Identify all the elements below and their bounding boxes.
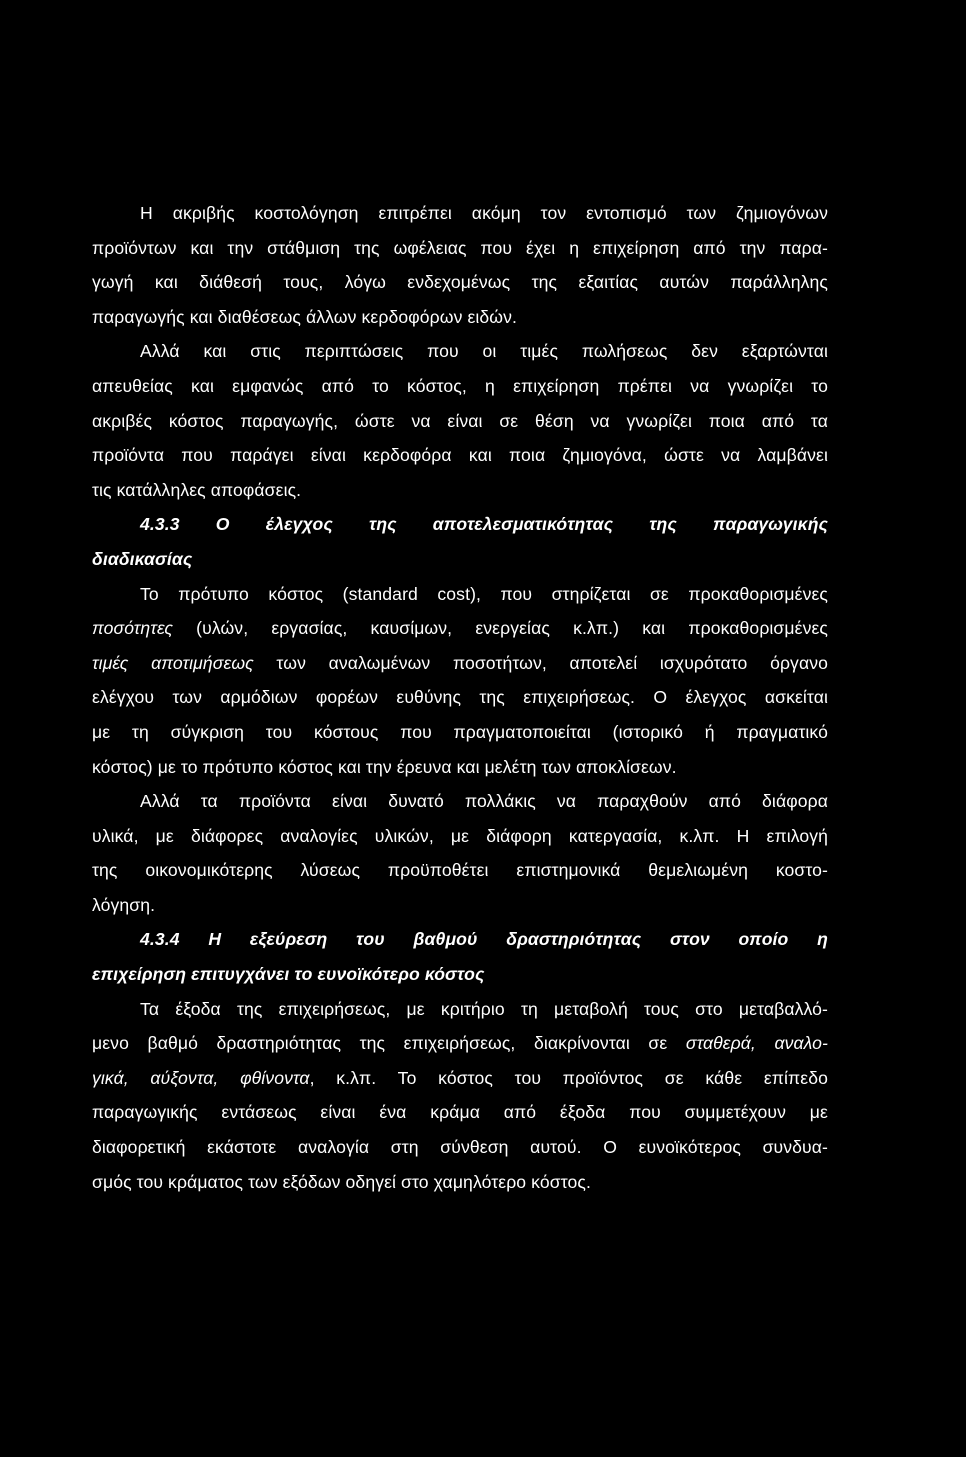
text-line: Το πρότυπο κόστος (standard cost), που στηρίζεται σε προκαθορισμένες bbox=[140, 583, 828, 604]
paragraph-expenses bbox=[92, 992, 828, 1200]
document-page bbox=[92, 196, 828, 1199]
heading-line: διαδικασίας bbox=[92, 548, 193, 569]
text-line: Η ακριβής κοστολόγηση επιτρέπει ακόμη τον εντοπισμό των ζημιογόνων bbox=[140, 203, 828, 223]
text-line: τις κατάλληλες αποφάσεις. bbox=[92, 479, 302, 500]
paragraph-materials bbox=[92, 784, 828, 922]
text-span: , κ.λπ. Το κόστος του προϊόντος σε κάθε επίπεδο bbox=[309, 1067, 828, 1088]
text-line: γωγή και διάθεσή τους, λόγω ενδεχομένως της εξαιτίας αυτών παράλληλης bbox=[92, 272, 828, 293]
text-span: μενο βαθμό δραστηριότητας της επιχειρήσεως, διακρίνονται σε bbox=[92, 1033, 686, 1054]
heading-line: 4.3.4 Η εξεύρεση του βαθμού δραστηριότητας στον οποίο η bbox=[140, 929, 828, 950]
text-span: των αναλωμένων ποσοτήτων, αποτελεί ισχυρότατο όργανο bbox=[253, 652, 829, 673]
text-line: ελέγχου των αρμόδιων φορέων ευθύνης της επιχειρήσεως. Ο έλεγχος ασκείται bbox=[92, 687, 828, 708]
text-line bbox=[92, 646, 828, 681]
text-line: της οικονομικότερης λύσεως προϋποθέτει επιστημονικά θεμελιωμένη κοστο- bbox=[92, 860, 828, 881]
text-line: διαφορετική εκάστοτε αναλογία στη σύνθεση αυτού. Ο ευνοϊκότερος συνδυα- bbox=[92, 1137, 828, 1158]
text-line: Αλλά τα προϊόντα είναι δυνατό πολλάκις να παραχθούν από διάφορα bbox=[140, 791, 828, 812]
text-line: προϊόντων και την στάθμιση της ωφέλειας που έχει η επιχείρηση από την παρα- bbox=[92, 237, 828, 258]
italic-term: τιμές αποτιμήσεως bbox=[92, 652, 254, 673]
text-line: λόγηση. bbox=[92, 894, 156, 915]
text-line: απευθείας και εμφανώς από το κόστος, η επιχείρηση πρέπει να γνωρίζει το bbox=[92, 375, 828, 396]
heading-line: επιχείρηση επιτυγχάνει το ευνοϊκότερο κόστος bbox=[92, 964, 485, 985]
paragraph-standard-cost bbox=[92, 577, 828, 785]
text-line: ακριβές κόστος παραγωγής, ώστε να είναι σε θέση να γνωρίζει ποια από τα bbox=[92, 410, 828, 431]
text-line bbox=[92, 1061, 828, 1096]
paragraph-pricing bbox=[92, 334, 828, 507]
text-line: σμός του κράματος των εξόδων οδηγεί στο χαμηλότερο κόστος. bbox=[92, 1171, 591, 1192]
text-span: (υλών, εργασίας, καυσίμων, ενεργείας κ.λπ.) και προκαθορισμένες bbox=[172, 618, 828, 639]
text-line: Αλλά και στις περιπτώσεις που οι τιμές πωλήσεως δεν εξαρτώνται bbox=[140, 341, 828, 362]
text-line: Τα έξοδα της επιχειρήσεως, με κριτήριο τη μεταβολή τους στο μεταβαλλό- bbox=[140, 998, 828, 1019]
italic-term: ποσότητες bbox=[92, 618, 173, 639]
text-line bbox=[92, 611, 828, 646]
paragraph-costing-benefits bbox=[92, 196, 828, 334]
text-line: παραγωγικής εντάσεως είναι ένα κράμα από έξοδα που συμμετέχουν με bbox=[92, 1102, 828, 1123]
text-line: με τη σύγκριση του κόστους που πραγματοποιείται (ιστορικό ή πραγματικό bbox=[92, 721, 828, 742]
text-line: παραγωγής και διαθέσεως άλλων κερδοφόρων ειδών. bbox=[92, 306, 518, 327]
text-line: προϊόντα που παράγει είναι κερδοφόρα και ποια ζημιογόνα, ώστε να λαμβάνει bbox=[92, 445, 828, 466]
section-heading-4-3-3 bbox=[92, 507, 828, 576]
text-line: υλικά, με διάφορες αναλογίες υλικών, με διάφορη κατεργασία, κ.λπ. Η επιλογή bbox=[92, 825, 828, 846]
section-heading-4-3-4 bbox=[92, 922, 828, 991]
italic-term: σταθερά, αναλο- bbox=[685, 1033, 828, 1054]
italic-term: γικά, αύξοντα, φθίνοντα bbox=[92, 1067, 310, 1088]
heading-line: 4.3.3 Ο έλεγχος της αποτελεσματικότητας της παραγωγικής bbox=[140, 514, 828, 535]
text-line: κόστος) με το πρότυπο κόστος και την έρευνα και μελέτη των αποκλίσεων. bbox=[92, 756, 677, 777]
text-line bbox=[92, 1026, 828, 1061]
